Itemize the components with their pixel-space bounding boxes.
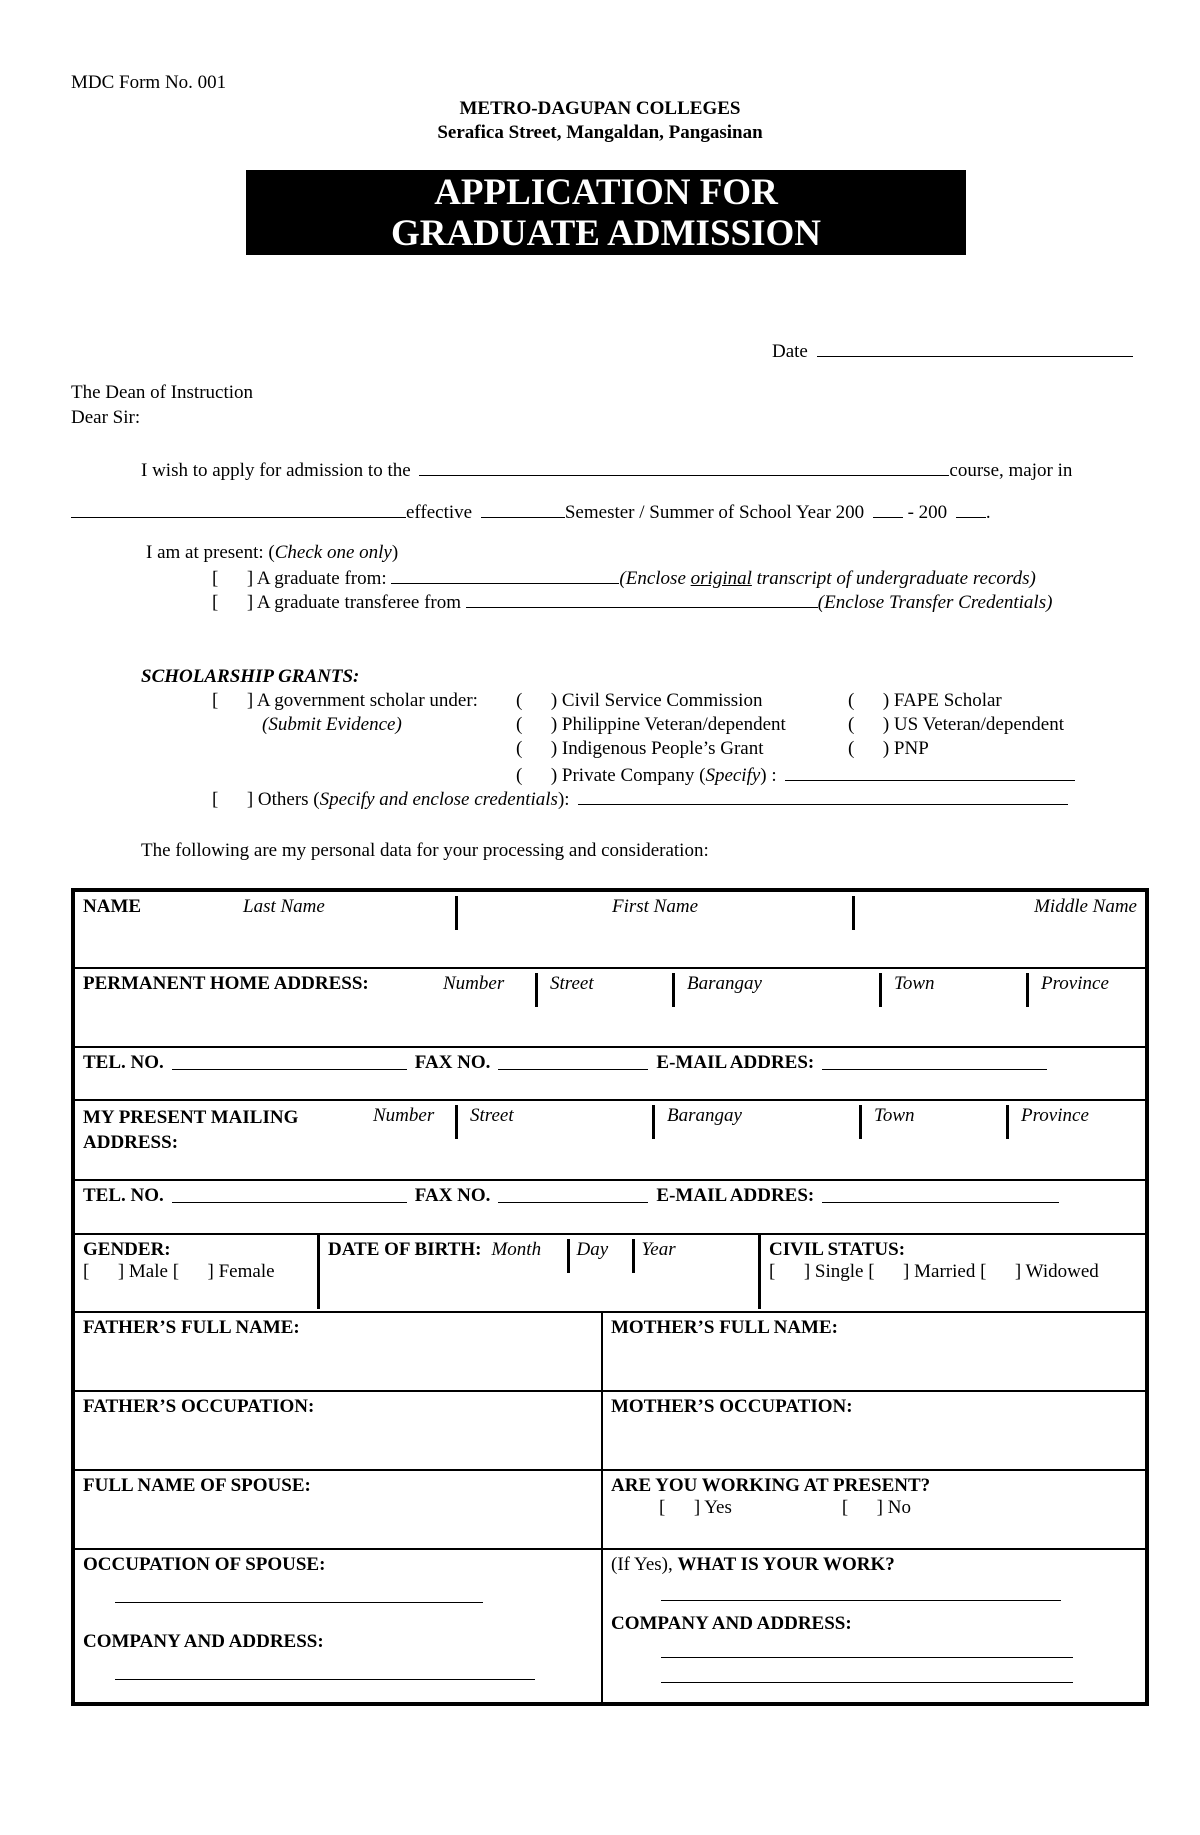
mailing-address-cell[interactable] (73, 1100, 1147, 1180)
yes-label: Yes (704, 1497, 732, 1518)
date-field[interactable] (817, 339, 1133, 357)
last-name-label: Last Name (243, 896, 325, 917)
female-checkbox[interactable]: [ ] (172, 1261, 214, 1282)
perm-contact-cell (73, 1047, 1147, 1100)
gender-label: GENDER: (83, 1239, 171, 1260)
us-label: US Veteran/dependent (893, 714, 1064, 735)
perm-address-cell[interactable] (73, 968, 1147, 1047)
apply-row (141, 458, 1072, 482)
others-specify: Specify and enclose credentials (319, 789, 558, 810)
others-checkbox[interactable]: [ ] (212, 789, 254, 810)
perm-tel-label: TEL. NO. (83, 1052, 164, 1073)
spouse-name-label: FULL NAME OF SPOUSE: (83, 1475, 311, 1496)
year-start-field[interactable] (873, 500, 903, 518)
civil-status-cell (761, 1235, 1145, 1309)
pnp-label: PNP (893, 738, 929, 759)
personal-intro: The following are my personal data for your processing and consideration: (141, 840, 709, 861)
dob-label: DATE OF BIRTH: (328, 1239, 482, 1260)
father-occ-cell[interactable] (73, 1391, 602, 1470)
no-checkbox[interactable]: [ ] (841, 1497, 884, 1518)
working-label: ARE YOU WORKING AT PRESENT? (611, 1475, 931, 1496)
school-address: Serafica Street, Mangaldan, Pangasinan (437, 122, 763, 143)
spouse-occ-label: OCCUPATION OF SPOUSE: (83, 1554, 326, 1575)
perm-address-label: PERMANENT HOME ADDRESS: (83, 973, 369, 994)
work-company-field-2[interactable] (661, 1670, 1073, 1683)
perm-email-field[interactable] (822, 1052, 1047, 1070)
opt-ip-row (516, 738, 763, 760)
transferee-row (212, 590, 1052, 614)
scholarship-heading: SCHOLARSHIP GRANTS: (141, 666, 360, 687)
dash-text: - 200 (907, 502, 948, 523)
graduate-from-field[interactable] (391, 566, 619, 584)
yes-checkbox[interactable]: [ ] (659, 1497, 701, 1518)
what-work-label: WHAT IS YOUR WORK? (677, 1554, 895, 1575)
mother-occ-cell[interactable] (602, 1391, 1147, 1470)
dear-sir: Dear Sir: (71, 407, 141, 428)
perm-email-label: E-MAIL ADDRES: (656, 1052, 815, 1073)
mail-contact-cell (73, 1180, 1147, 1234)
opt-civil-row (516, 690, 762, 712)
effective-row (71, 500, 991, 524)
fape-label: FAPE Scholar (893, 690, 1002, 711)
mail-tel-field[interactable] (172, 1185, 407, 1203)
submit-evidence: (Submit Evidence) (262, 714, 402, 735)
mail-barangay-label: Barangay (667, 1105, 742, 1126)
single-label: Single (814, 1261, 864, 1282)
opt-us-row (848, 714, 1064, 736)
school-name: METRO-DAGUPAN COLLEGES (459, 98, 741, 119)
graduate-from-row (212, 566, 1036, 590)
note-original: original (690, 568, 752, 589)
effective-text: effective (406, 502, 473, 523)
civil-label: CIVIL STATUS: (769, 1239, 906, 1260)
work-cell (602, 1549, 1147, 1704)
apply-text: I wish to apply for admission to the (141, 460, 411, 481)
opt-phil-row (516, 714, 786, 736)
father-name-cell[interactable] (73, 1312, 602, 1391)
single-checkbox[interactable]: [ ] (769, 1261, 811, 1282)
perm-number-label: Number (443, 973, 505, 994)
mail-street-label: Street (470, 1105, 514, 1126)
first-name-label: First Name (611, 896, 699, 917)
date-label: Date (772, 341, 808, 362)
dob-cell[interactable] (320, 1235, 761, 1309)
others-end: ): (557, 789, 570, 810)
middle-name-label: Middle Name (1034, 896, 1137, 917)
gov-scholar-row (212, 690, 478, 712)
private-company-field[interactable] (785, 763, 1075, 781)
perm-town-label: Town (894, 973, 935, 994)
title-line-1: APPLICATION FOR (434, 172, 778, 213)
others-field[interactable] (578, 787, 1068, 805)
opt-pnp-row (848, 738, 929, 760)
name-cell[interactable] (73, 890, 1147, 968)
month-label: Month (491, 1239, 542, 1260)
date-row (772, 339, 1133, 363)
mailing-line-1: MY PRESENT MAILING (83, 1107, 299, 1128)
year-label: Year (641, 1239, 676, 1260)
perm-province-label: Province (1041, 973, 1109, 994)
spouse-occ-field[interactable] (115, 1588, 483, 1603)
others-label: Others ( (257, 789, 320, 810)
present-italic: Check one only (274, 542, 392, 563)
personal-data-table (71, 888, 1149, 1706)
gov-scholar-checkbox[interactable]: [ ] (212, 690, 254, 711)
major-field[interactable] (71, 500, 406, 518)
year-end-field[interactable] (956, 500, 986, 518)
ip-checkbox[interactable]: ( ) (516, 738, 558, 759)
mail-email-field[interactable] (822, 1185, 1059, 1203)
perm-fax-label: FAX NO. (414, 1052, 491, 1073)
mailing-address-label (83, 1105, 373, 1155)
semester-field[interactable] (481, 500, 565, 518)
perm-tel-field[interactable] (172, 1052, 407, 1070)
ip-label: Indigenous People’s Grant (561, 738, 764, 759)
spouse-occ-cell (73, 1549, 602, 1704)
dean-line: The Dean of Instruction (71, 382, 254, 403)
mother-name-cell[interactable] (602, 1312, 1147, 1391)
opt-fape-row (848, 690, 1002, 712)
spouse-company-label: COMPANY AND ADDRESS: (83, 1631, 324, 1652)
widowed-label: Widowed (1025, 1261, 1099, 1282)
male-checkbox[interactable]: [ ] (83, 1261, 125, 1282)
note-b: transcript of undergraduate records) (751, 568, 1036, 589)
work-company-field-1[interactable] (661, 1645, 1073, 1658)
name-label: NAME (83, 896, 142, 917)
private-end: ) : (760, 765, 777, 786)
civil-label: Civil Service Commission (561, 690, 763, 711)
pnp-checkbox[interactable]: ( ) (848, 738, 890, 759)
mail-town-label: Town (874, 1105, 915, 1126)
graduate-from-checkbox[interactable]: [ ] (212, 568, 254, 589)
graduate-from-label: A graduate from: (256, 568, 387, 589)
married-label: Married (914, 1261, 976, 1282)
others-row (212, 787, 1068, 811)
mailing-line-2: ADDRESS: (83, 1132, 179, 1153)
gender-dob-civil-cell (73, 1234, 1147, 1312)
transferee-field[interactable] (466, 590, 818, 608)
male-label: Male (128, 1261, 168, 1282)
mother-occ-label: MOTHER’S OCCUPATION: (611, 1396, 853, 1417)
work-company-label: COMPANY AND ADDRESS: (611, 1613, 852, 1634)
title-line-2: GRADUATE ADMISSION (390, 213, 822, 254)
present-row (146, 542, 398, 564)
mail-number-label: Number (373, 1105, 435, 1126)
spouse-company-field[interactable] (115, 1665, 535, 1680)
private-specify: Specify (705, 765, 761, 786)
father-occ-label: FATHER’S OCCUPATION: (83, 1396, 315, 1417)
gender-cell (75, 1235, 320, 1309)
opt-private-row (516, 763, 1075, 787)
transferee-note: (Enclose Transfer Credentials) (817, 592, 1053, 613)
private-checkbox[interactable]: ( ) (516, 765, 558, 786)
private-label: Private Company ( (561, 765, 706, 786)
fape-checkbox[interactable]: ( ) (848, 690, 890, 711)
married-checkbox[interactable]: [ ] (868, 1261, 910, 1282)
transferee-label: A graduate transferee from (256, 592, 462, 613)
spouse-name-cell[interactable] (73, 1470, 602, 1549)
day-label: Day (576, 1239, 609, 1260)
father-name-label: FATHER’S FULL NAME: (83, 1317, 300, 1338)
transferee-checkbox[interactable]: [ ] (212, 592, 254, 613)
present-close: ) (391, 542, 399, 563)
semester-text: Semester / Summer of School Year 200 (564, 502, 865, 523)
phil-label: Philippine Veteran/dependent (561, 714, 786, 735)
mail-province-label: Province (1021, 1105, 1089, 1126)
course-major-text: course, major in (949, 460, 1073, 481)
course-field[interactable] (419, 458, 949, 476)
mail-email-label: E-MAIL ADDRES: (656, 1185, 815, 1206)
phil-checkbox[interactable]: ( ) (516, 714, 558, 735)
civil-checkbox[interactable]: ( ) (516, 690, 558, 711)
form-number: MDC Form No. 001 (71, 72, 227, 93)
mail-fax-field[interactable] (498, 1185, 648, 1203)
form-title (246, 170, 966, 255)
if-yes-label: (If Yes), (611, 1554, 673, 1575)
working-cell (602, 1470, 1147, 1549)
no-label: No (887, 1497, 911, 1518)
us-checkbox[interactable]: ( ) (848, 714, 890, 735)
note-a: (Enclose (619, 568, 691, 589)
widowed-checkbox[interactable]: [ ] (980, 1261, 1022, 1282)
female-label: Female (218, 1261, 275, 1282)
work-field[interactable] (661, 1588, 1061, 1601)
mother-name-label: MOTHER’S FULL NAME: (611, 1317, 838, 1338)
perm-barangay-label: Barangay (687, 973, 762, 994)
present-lead: I am at present: ( (146, 542, 275, 563)
mail-tel-label: TEL. NO. (83, 1185, 164, 1206)
perm-fax-field[interactable] (498, 1052, 648, 1070)
mail-fax-label: FAX NO. (414, 1185, 491, 1206)
gov-scholar-label: A government scholar under: (256, 690, 478, 711)
period: . (985, 502, 991, 523)
perm-street-label: Street (550, 973, 594, 994)
